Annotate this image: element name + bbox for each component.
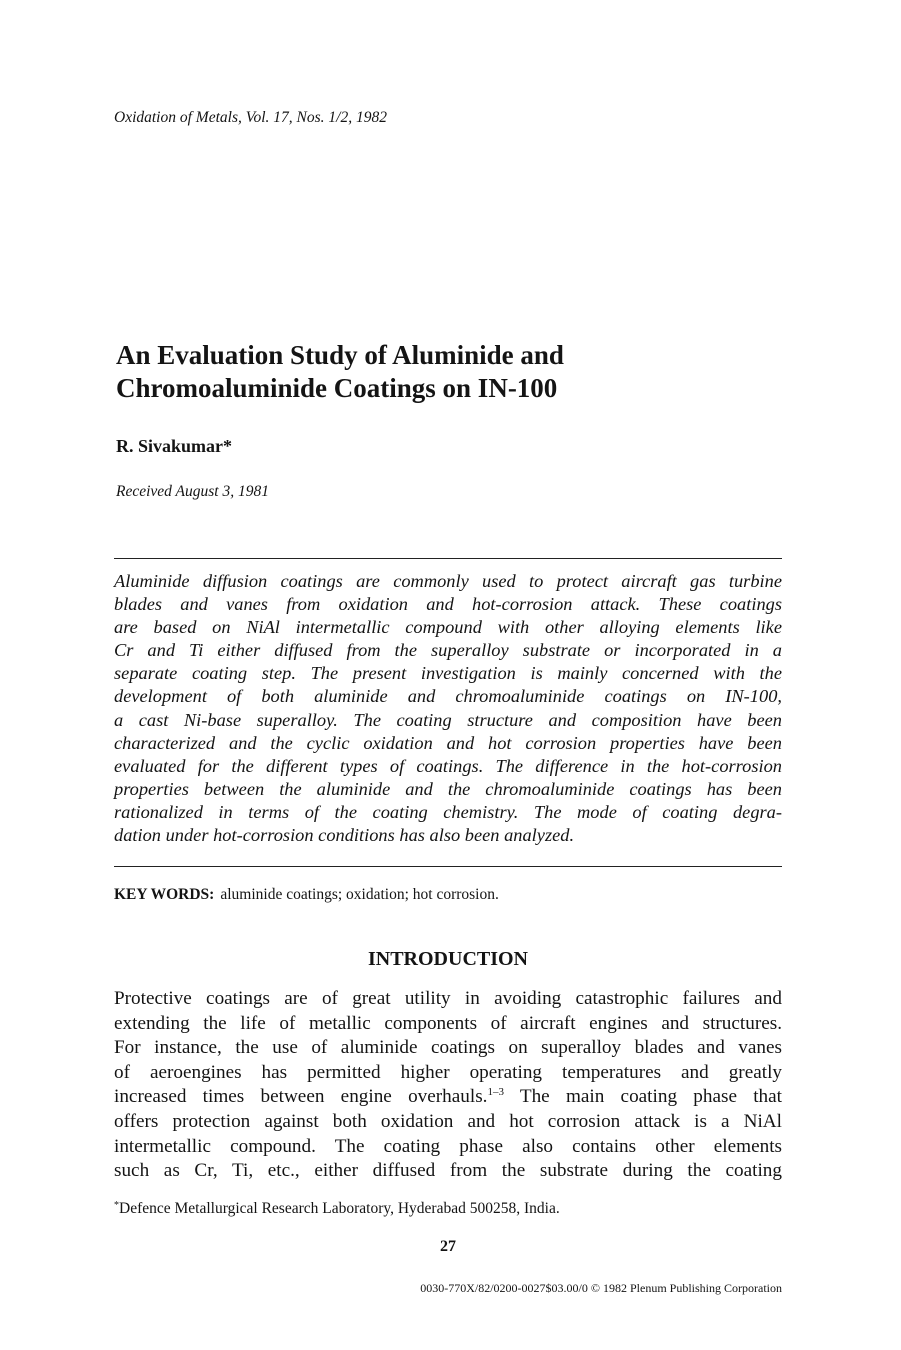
keywords-text: aluminide coatings; oxidation; hot corrosion. (220, 886, 499, 903)
keywords (114, 886, 499, 904)
page-number: 27 (440, 1238, 456, 1255)
abstract-line: evaluated for the different types of coatings. The difference in the hot-corrosion (114, 755, 782, 776)
abstract-line: a cast Ni-base superalloy. The coating structure and composition have been (114, 709, 782, 730)
body-line-with-citation (114, 1085, 782, 1110)
body-line: extending the life of metallic components of aircraft engines and structures. (114, 1012, 782, 1034)
abstract-line: Cr and Ti either diffused from the superalloy substrate or incorporated in a (114, 640, 782, 661)
body-text: The main coating phase that (503, 1086, 782, 1108)
article-title-line: An Evaluation Study of Aluminide and (116, 340, 564, 370)
abstract-top-rule (114, 558, 782, 559)
copyright-line: 0030-770X/82/0200-0027$03.00/0 © 1982 Plenum Publishing Corporation (420, 1281, 782, 1295)
abstract-line: rationalized in terms of the coating chemistry. The mode of coating degra- (114, 801, 782, 822)
abstract-line: are based on NiAl intermetallic compound with other alloying elements like (114, 617, 782, 638)
abstract-bottom-rule (114, 866, 782, 867)
abstract-line: separate coating step. The present investigation is mainly concerned with the (114, 663, 782, 684)
abstract (114, 570, 782, 847)
introduction-body (114, 987, 782, 1184)
body-line: offers protection against both oxidation and hot corrosion attack is a NiAl (114, 1110, 782, 1132)
body-line: intermetallic compound. The coating phase also contains other elements (114, 1135, 782, 1157)
body-line: such as Cr, Ti, etc., either diffused from the substrate during the coating (114, 1160, 782, 1182)
abstract-line: characterized and the cyclic oxidation and hot corrosion properties have been (114, 732, 782, 753)
author-name: R. Sivakumar* (116, 436, 233, 456)
abstract-line: Aluminide diffusion coatings are commonly used to protect aircraft gas turbine (114, 571, 782, 591)
body-line: of aeroengines has permitted higher operating temperatures and greatly (114, 1061, 782, 1083)
journal-citation: Oxidation of Metals, Vol. 17, Nos. 1/2, 1982 (114, 109, 387, 126)
footnote-affiliation (114, 1200, 560, 1218)
abstract-line: properties between the aluminide and the chromoaluminide coatings has been (114, 778, 782, 799)
body-line: For instance, the use of aluminide coatings on superalloy blades and vanes (114, 1037, 782, 1059)
citation-superscript: 1–3 (487, 1086, 504, 1099)
abstract-line: blades and vanes from oxidation and hot-corrosion attack. These coatings (114, 594, 782, 615)
section-heading-introduction: INTRODUCTION (367, 948, 529, 970)
abstract-line: development of both aluminide and chromoaluminide coatings on IN-100, (114, 686, 782, 707)
body-line: Protective coatings are of great utility in avoiding catastrophic failures and (114, 988, 782, 1009)
footnote-text: Defence Metallurgical Research Laboratory, Hyderabad 500258, India. (119, 1200, 560, 1217)
article-title (116, 339, 564, 405)
keywords-label: KEY WORDS: (114, 886, 215, 903)
footnote-marker: * (114, 1200, 119, 1211)
abstract-line: dation under hot-corrosion conditions has also been analyzed. (114, 825, 575, 846)
received-date: Received August 3, 1981 (116, 483, 269, 500)
body-text: increased times between engine overhauls. (114, 1086, 488, 1108)
article-title-line: Chromoaluminide Coatings on IN-100 (116, 373, 558, 403)
